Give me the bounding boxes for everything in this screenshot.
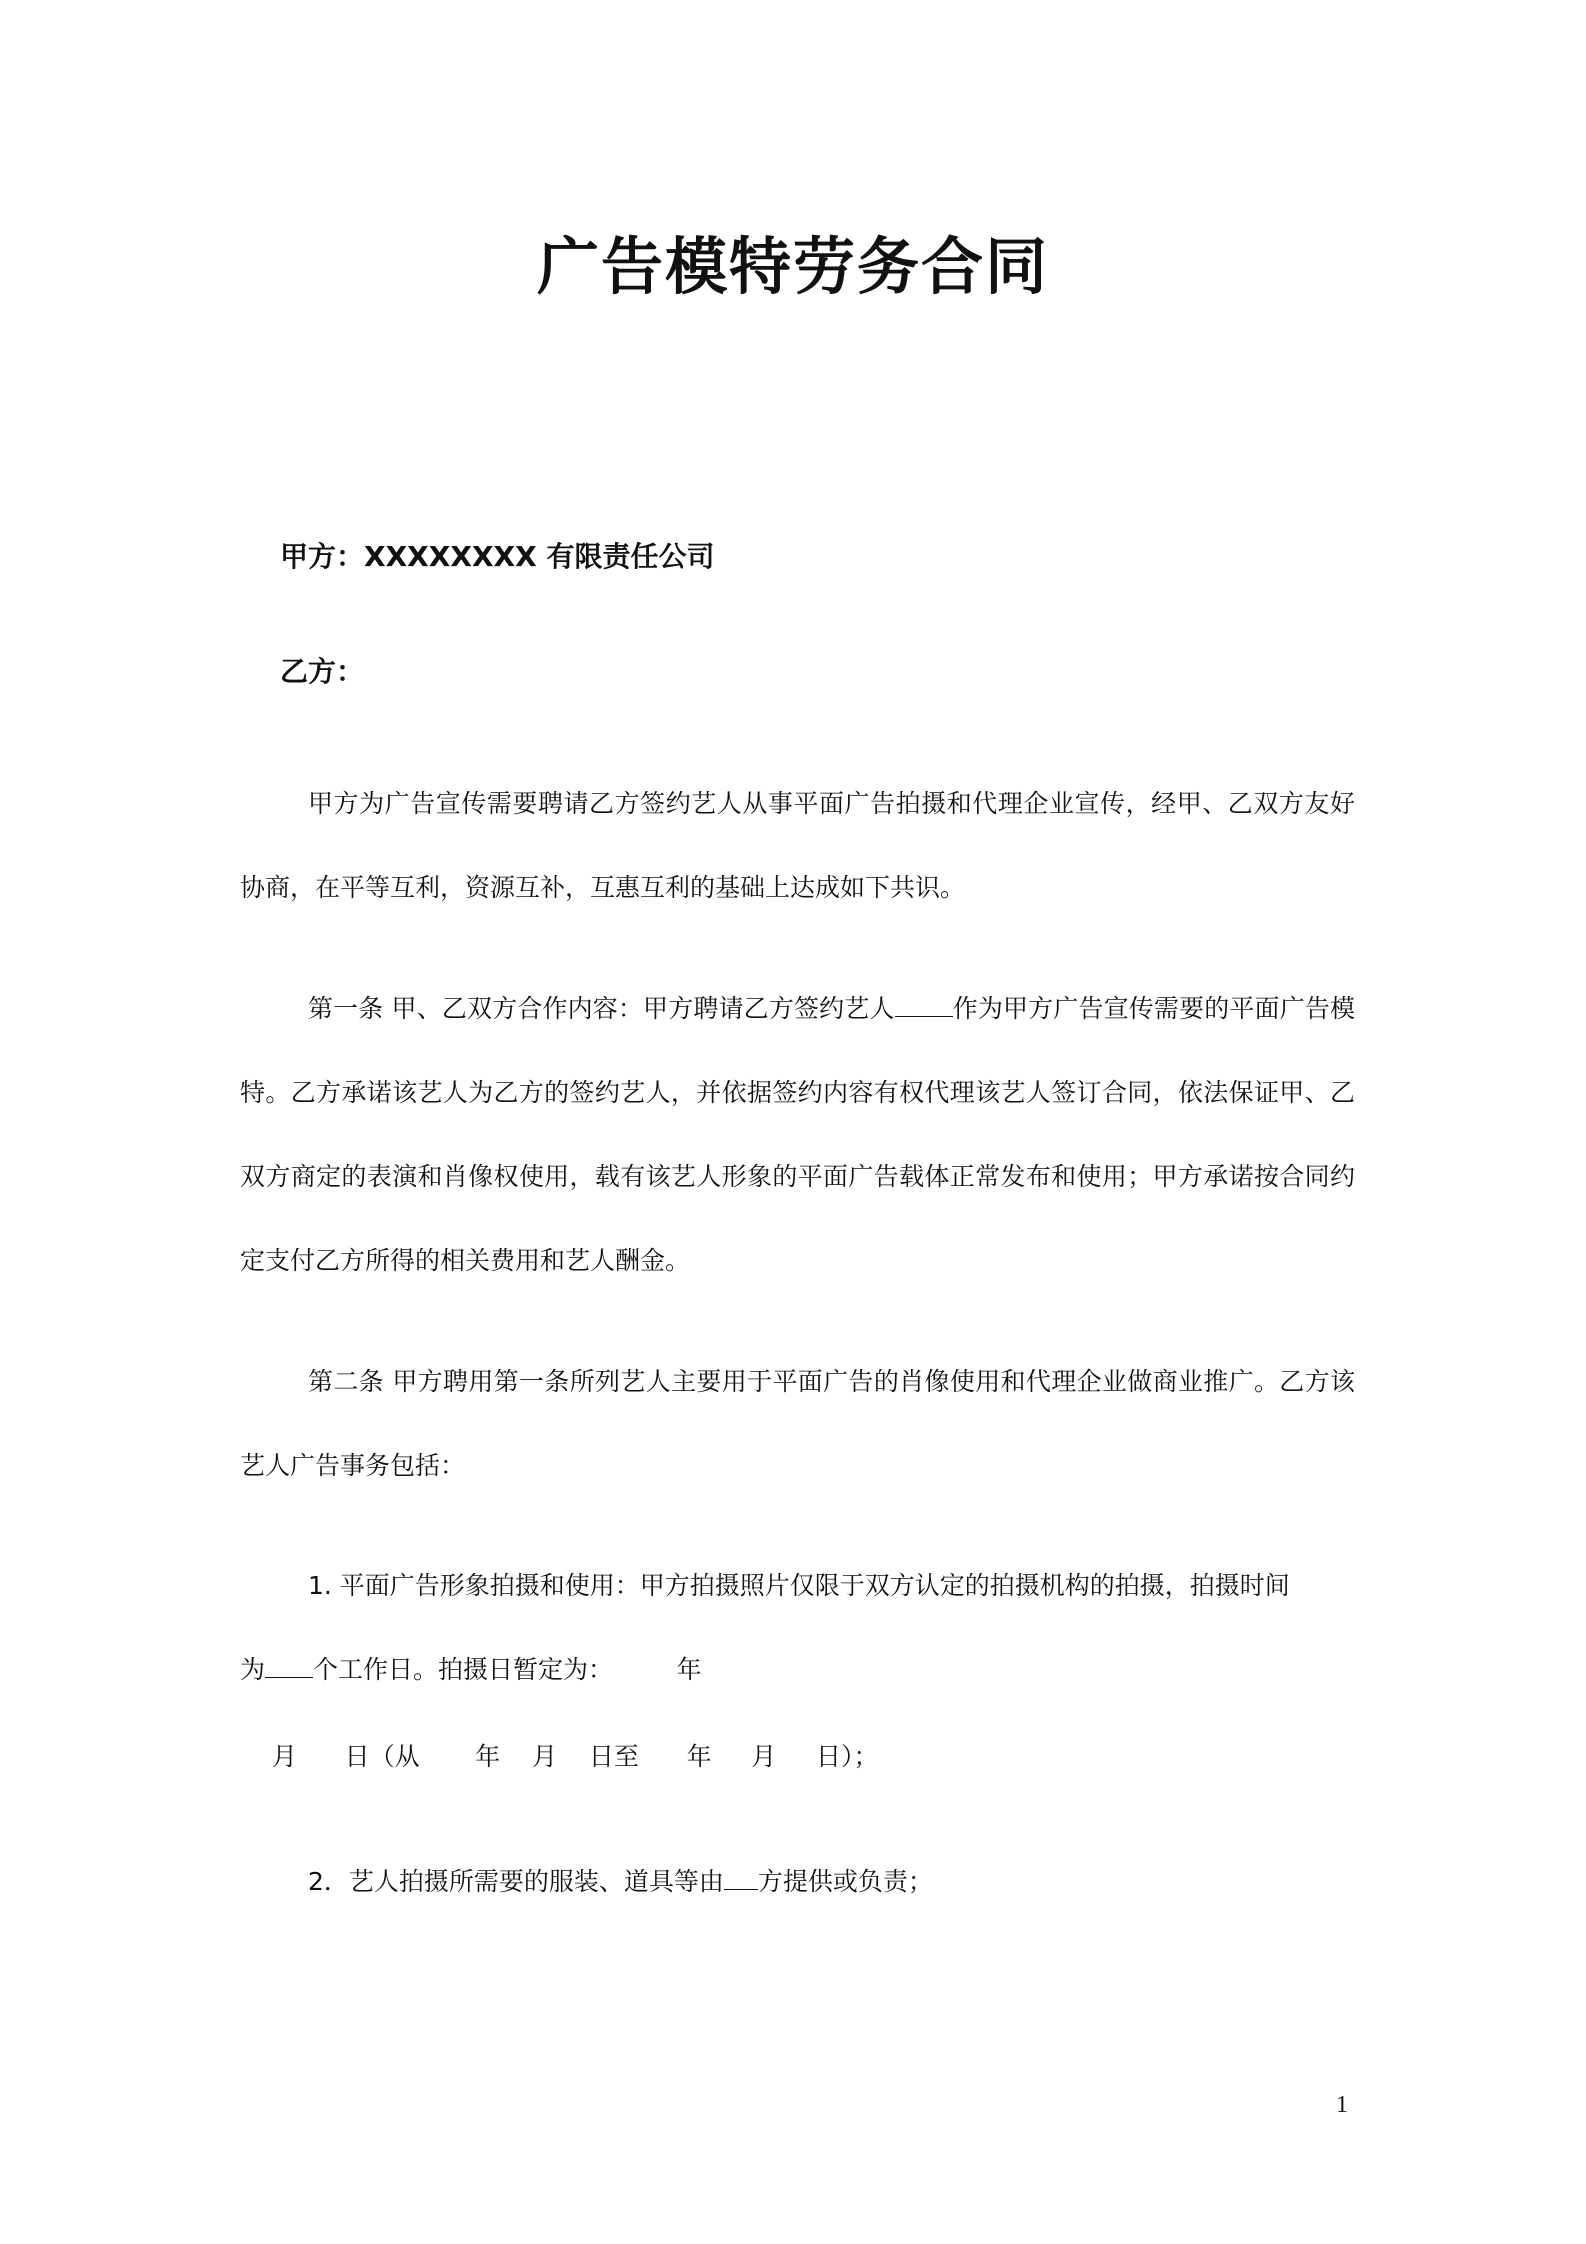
item-2-prefix: 2．艺人拍摄所需要的服装、道具等由 (308, 1867, 724, 1896)
item-2-line (308, 1862, 933, 1902)
item-1-line-1: 1. 平面广告形象拍摄和使用：甲方拍摄照片仅限于双方认定的拍摄机构的拍摄，拍摄时间 (308, 1571, 1290, 1600)
item-2-suffix: 方提供或负责； (757, 1867, 933, 1896)
responsible-party-blank (724, 1863, 758, 1890)
article-1-paragraph (240, 967, 1355, 1303)
item-1-line-2 (240, 1650, 702, 1690)
item-1-line-2-prefix: 为 (240, 1655, 266, 1684)
article-1-text-start: 第一条 甲、乙双方合作内容：甲方聘请乙方签约艺人 (308, 994, 895, 1023)
item-1-line-3: 月 日（从 年 月 日至 年 月 日）； (272, 1742, 879, 1771)
workdays-blank (265, 1651, 313, 1678)
article-2-paragraph: 第二条 甲方聘用第一条所列艺人主要用于平面广告的肖像使用和代理企业做商业推广。乙方该艺人广告事务包括： (240, 1367, 1355, 1480)
item-1-line-2-suffix: 个工作日。拍摄日暂定为： 年 (313, 1655, 702, 1684)
article-1-text-rest: 作为甲方广告宣传需要的平面广告模特。乙方承诺该艺人为乙方的签约艺人，并依据签约内容有权代理该艺人签订合同，依法保证甲、乙双方商定的表演和肖像权使用，载有该艺人形象的平面广告载体正常发布和使用；甲方承诺按合同约定支付乙方所得的相关费用和艺人酬金。 (240, 994, 1355, 1275)
party-a-line: 甲方：XXXXXXXX 有限责任公司 (280, 540, 715, 573)
artist-name-blank (895, 990, 953, 1017)
party-b-line: 乙方： (280, 655, 365, 688)
page-number: 1 (1336, 2092, 1348, 2118)
document-title: 广告模特劳务合同 (536, 230, 1049, 303)
preamble-paragraph: 甲方为广告宣传需要聘请乙方签约艺人从事平面广告拍摄和代理企业宣传，经甲、乙双方友好协商，在平等互利，资源互补，互惠互利的基础上达成如下共识。 (240, 789, 1355, 902)
